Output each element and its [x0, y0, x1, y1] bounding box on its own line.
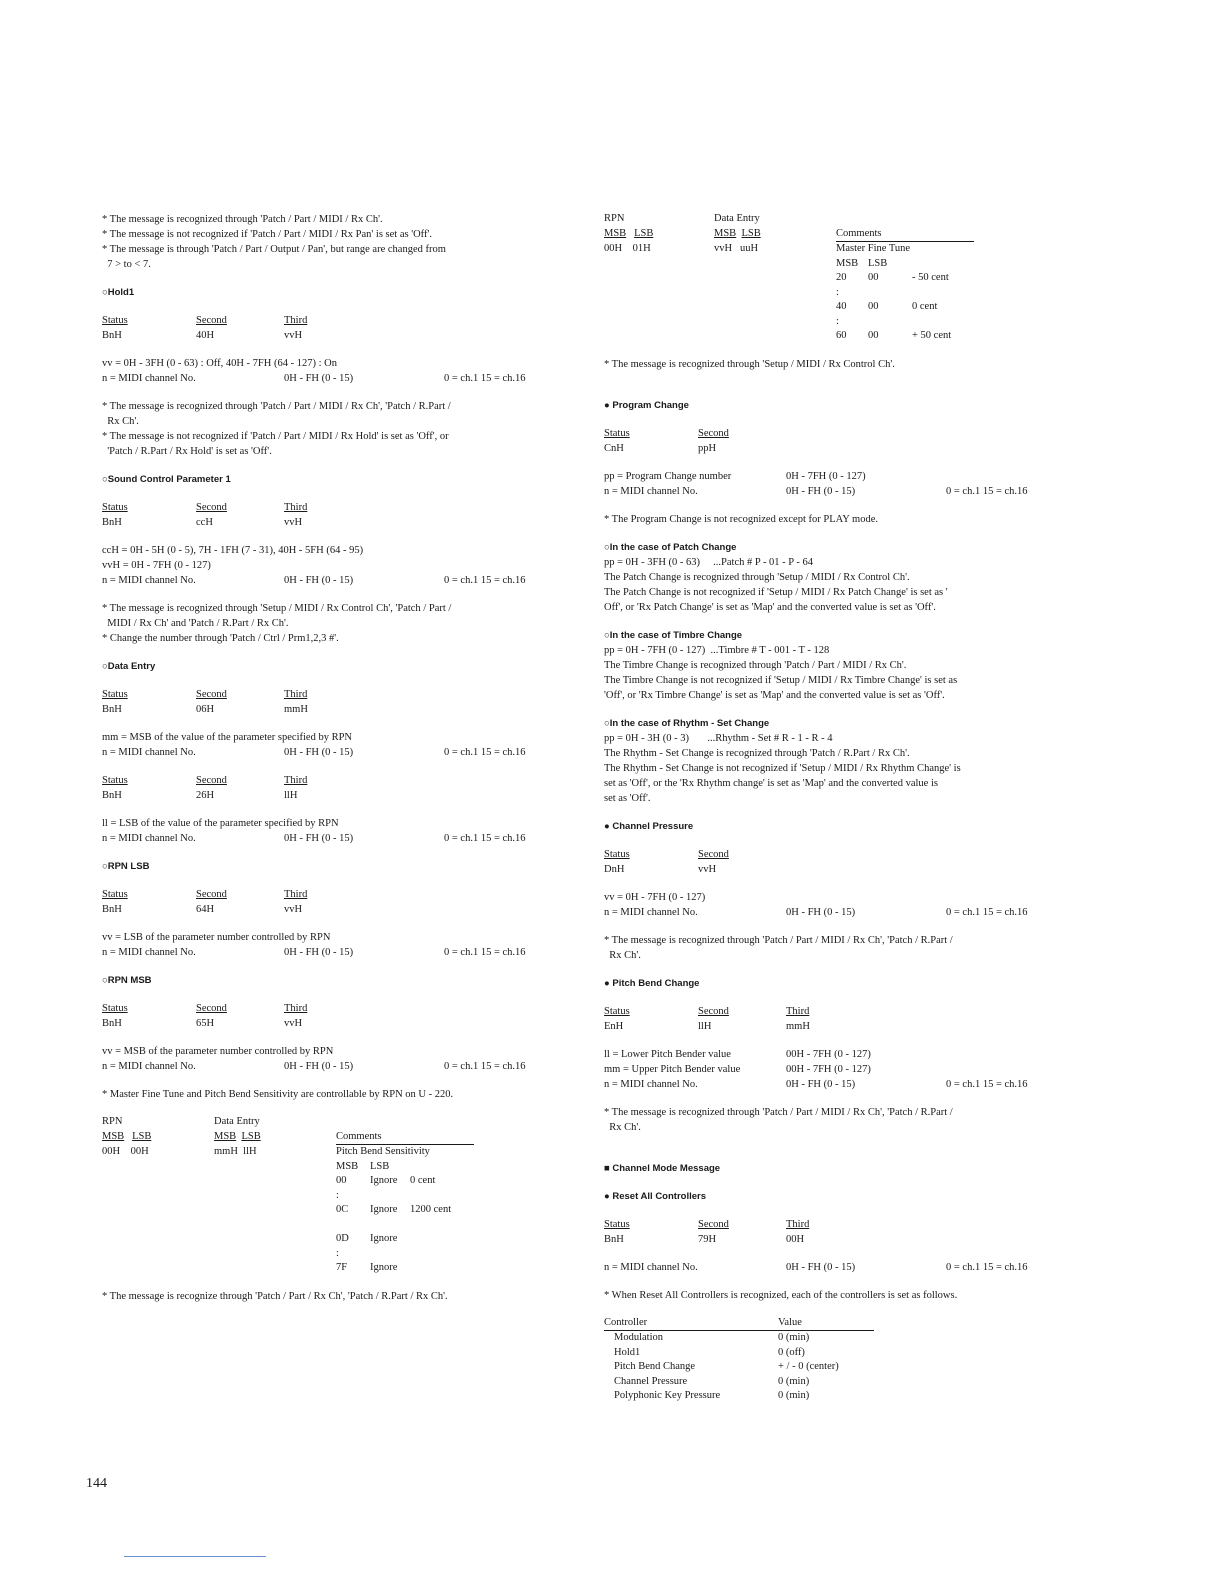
note-line: 7 > to < 7.: [102, 259, 151, 270]
status-label: Status: [102, 1003, 128, 1014]
status-header-row: [102, 773, 562, 788]
range-map: 0 = ch.1 15 = ch.16: [444, 747, 526, 758]
second-label: Second: [196, 315, 227, 326]
upper-bender-row: [604, 1062, 1054, 1077]
rpn-lsb-value: 01H: [632, 242, 651, 254]
status-value-row: [604, 441, 1054, 456]
note-line: * The message is recognized through 'Patch / Part / MIDI / Rx Ch'.: [102, 214, 383, 225]
second-value: 65H: [196, 1018, 215, 1029]
text-line: The Rhythm - Set Change is recognized through 'Patch / R.Part / Rx Ch'.: [604, 747, 910, 759]
page-number: 144: [86, 1476, 107, 1491]
second-value: 26H: [196, 790, 215, 801]
rpn-pitch-bend-table: [102, 1115, 474, 1276]
note-line: * The message is recognized through 'Patch / Part / MIDI / Rx Ch', 'Patch / R.Part /: [604, 1106, 953, 1118]
text-line: 'Off', or 'Rx Timbre Change' is set as 'Map' and the converted value is set as 'Off'.: [604, 689, 945, 701]
de-msb-value: mmH: [214, 1145, 238, 1157]
section-heading-hold1: ○Hold1: [102, 287, 135, 298]
status-value-row: [102, 515, 562, 530]
range-label: n = MIDI channel No.: [604, 1078, 698, 1090]
status-header-row: [102, 687, 562, 702]
range-value: 0H - FH (0 - 15): [786, 1261, 856, 1273]
channel-range-row: [102, 945, 562, 960]
range-map: 0 = ch.1 15 = ch.16: [444, 1061, 526, 1072]
range-value: 0H - FH (0 - 15): [284, 947, 354, 958]
third-value: vvH: [284, 517, 303, 528]
de-lsb-value: uuH: [739, 242, 759, 254]
status-label: Status: [604, 1218, 630, 1230]
note-line: * The message is recognized through 'Patch / Part / MIDI / Rx Ch', 'Patch / R.Part /: [604, 934, 953, 946]
controller-cell: Modulation: [614, 1332, 663, 1343]
status-header-row: [604, 1217, 1054, 1232]
section-heading-channel-mode: ■ Channel Mode Message: [604, 1162, 721, 1174]
table-row: [604, 1389, 874, 1404]
rpn-msb-value: 00H: [604, 242, 623, 254]
comment-cell: :: [336, 1247, 339, 1259]
status-value: BnH: [604, 1233, 624, 1245]
comment-cell: 0C: [336, 1204, 349, 1215]
value-cell: 0 (off): [778, 1346, 805, 1358]
comment-title: Pitch Bend Sensitivity: [336, 1146, 430, 1157]
status-label: Status: [102, 502, 128, 513]
status-value: BnH: [102, 517, 122, 528]
range-label: n = MIDI channel No.: [604, 485, 698, 497]
status-value-row: [102, 788, 562, 803]
status-value: BnH: [102, 704, 122, 715]
value-cell: 0 (min): [778, 1390, 810, 1401]
comment-cell: 40: [836, 301, 847, 312]
range-value: 0H - FH (0 - 15): [284, 1061, 354, 1072]
third-value: vvH: [284, 1018, 303, 1029]
status-value-row: [604, 1232, 1054, 1247]
right-column: [604, 212, 1054, 1404]
rpn-master-tune-table: [604, 212, 974, 344]
comment-cell: + 50 cent: [912, 330, 952, 341]
comment-cell: MSB: [836, 257, 859, 269]
range-map: 0 = ch.1 15 = ch.16: [444, 373, 526, 384]
comment-cell: Ignore: [370, 1233, 398, 1244]
comment-cell: LSB: [370, 1160, 390, 1172]
value-line: vv = 0H - 7FH (0 - 127): [604, 891, 706, 903]
comment-cell: - 50 cent: [912, 272, 949, 283]
status-value-row: [604, 1019, 1054, 1034]
third-value: llH: [284, 790, 298, 801]
status-header-row: [102, 500, 562, 515]
comment-cell: 00: [868, 301, 879, 312]
text-line: set as 'Off'.: [604, 792, 651, 804]
table-row: [604, 1360, 874, 1375]
second-label: Second: [196, 1003, 227, 1014]
section-heading-program-change: ● Program Change: [604, 399, 689, 411]
rpn-lsb-value: 00H: [130, 1145, 149, 1157]
range-label: pp = Program Change number: [604, 470, 732, 482]
controller-cell: Hold1: [614, 1346, 641, 1358]
text-line: Off', or 'Rx Patch Change' is set as 'Map' and the converted value is set as 'Off'.: [604, 601, 936, 613]
note-line: * The message is through 'Patch / Part / Output / Pan', but range are changed from: [102, 244, 446, 255]
status-header-row: [604, 847, 1054, 862]
third-label: Third: [284, 775, 308, 786]
comment-cell: 1200 cent: [410, 1204, 452, 1215]
status-value-row: [102, 902, 562, 917]
second-label: Second: [196, 689, 227, 700]
third-label: Third: [786, 1218, 810, 1230]
status-value: BnH: [102, 330, 122, 341]
de-msb-value: vvH: [714, 242, 733, 254]
comments-label: Comments: [336, 1130, 474, 1145]
text-line: pp = 0H - 3FH (0 - 63) ...Patch # P - 01 - P - 64: [604, 556, 814, 568]
note-line: Rx Ch'.: [604, 1121, 641, 1133]
value-line: ll = LSB of the value of the parameter specified by RPN: [102, 818, 339, 829]
status-value: DnH: [604, 863, 625, 875]
status-label: Status: [604, 427, 630, 439]
channel-range-row: [604, 1260, 1054, 1275]
range-map: 0 = ch.1 15 = ch.16: [946, 906, 1028, 918]
lsb-label: LSB: [741, 227, 761, 239]
controller-cell: Channel Pressure: [614, 1375, 688, 1387]
subheading-patch-change: ○In the case of Patch Change: [604, 541, 737, 553]
comment-cell: Ignore: [370, 1204, 398, 1215]
hold-intro-notes: [102, 212, 562, 272]
comment-cell: :: [836, 286, 839, 298]
section-heading-data-entry: ○Data Entry: [102, 661, 156, 672]
section-heading-rpn-lsb: ○RPN LSB: [102, 861, 150, 872]
text-line: pp = 0H - 3H (0 - 3) ...Rhythm - Set # R - 1 - R - 4: [604, 732, 833, 744]
channel-range-row: [102, 573, 562, 588]
range-label: n = MIDI channel No.: [102, 947, 196, 958]
lsb-label: LSB: [132, 1130, 152, 1142]
value-line: mm = MSB of the value of the parameter specified by RPN: [102, 732, 352, 743]
status-label: Status: [604, 848, 630, 860]
channel-range-row: [604, 484, 1054, 499]
note-line: * Change the number through 'Patch / Ctrl / Prm1,2,3 #'.: [102, 633, 339, 644]
comment-cell: 00: [868, 330, 879, 341]
controller-header: Controller: [604, 1316, 778, 1331]
footer-rule: [124, 1556, 266, 1557]
channel-range-row: [604, 1077, 1054, 1092]
second-value: 06H: [196, 704, 215, 715]
left-column: [102, 212, 562, 1304]
comment-cell: :: [836, 315, 839, 327]
range-value: 0H - FH (0 - 15): [786, 485, 856, 497]
section-heading-reset-all: ● Reset All Controllers: [604, 1190, 706, 1202]
data-entry-label: Data Entry: [714, 213, 760, 224]
msb-label: MSB: [714, 227, 737, 239]
range-value: 00H - 7FH (0 - 127): [786, 1063, 871, 1075]
note-line: * The message is not recognized if 'Patch / Part / MIDI / Rx Hold' is set as 'Off', or: [102, 431, 449, 442]
range-map: 0 = ch.1 15 = ch.16: [946, 1078, 1028, 1090]
range-value: 0H - FH (0 - 15): [284, 747, 354, 758]
value-line: vv = MSB of the parameter number controlled by RPN: [102, 1046, 334, 1057]
comment-title: Master Fine Tune: [836, 243, 911, 254]
text-line: The Patch Change is not recognized if 'Setup / MIDI / Rx Patch Change' is set as ': [604, 586, 948, 598]
range-map: 0 = ch.1 15 = ch.16: [946, 1261, 1028, 1273]
range-label: n = MIDI channel No.: [604, 906, 698, 918]
channel-range-row: [102, 371, 562, 386]
third-label: Third: [284, 689, 308, 700]
second-label: Second: [698, 427, 729, 439]
range-label: n = MIDI channel No.: [102, 575, 196, 586]
text-line: The Rhythm - Set Change is not recognized if 'Setup / MIDI / Rx Rhythm Change' is: [604, 762, 961, 774]
status-value: BnH: [102, 904, 122, 915]
note-line: * When Reset All Controllers is recognized, each of the controllers is set as follows.: [604, 1289, 958, 1301]
status-label: Status: [102, 889, 128, 900]
range-label: n = MIDI channel No.: [102, 1061, 196, 1072]
table-row: [604, 1331, 874, 1346]
comment-cell: 7F: [336, 1262, 348, 1273]
text-line: The Patch Change is recognized through 'Setup / MIDI / Rx Control Ch'.: [604, 571, 910, 583]
note-line: * The message is recognized through 'Setup / MIDI / Rx Control Ch', 'Patch / Part /: [102, 603, 452, 614]
section-heading-rpn-msb: ○RPN MSB: [102, 975, 152, 986]
msb-label: MSB: [604, 227, 627, 239]
status-value: BnH: [102, 1018, 122, 1029]
status-header-row: [102, 313, 562, 328]
range-label: mm = Upper Pitch Bender value: [604, 1063, 741, 1075]
controller-cell: Polyphonic Key Pressure: [614, 1390, 721, 1401]
status-header-row: [102, 887, 562, 902]
comment-cell: 00: [336, 1175, 347, 1186]
value-line: vv = 0H - 3FH (0 - 63) : Off, 40H - 7FH (64 - 127) : On: [102, 358, 337, 369]
controller-cell: Pitch Bend Change: [614, 1361, 696, 1372]
lsb-label: LSB: [241, 1130, 261, 1142]
range-map: 0 = ch.1 15 = ch.16: [444, 833, 526, 844]
table-row: [604, 1346, 874, 1361]
third-label: Third: [786, 1005, 810, 1017]
channel-range-row: [102, 831, 562, 846]
range-label: n = MIDI channel No.: [102, 833, 196, 844]
third-label: Third: [284, 1003, 308, 1014]
second-value: ccH: [196, 517, 213, 528]
comment-cell: 60: [836, 330, 847, 341]
range-value: 0H - FH (0 - 15): [284, 373, 354, 384]
value-header: Value: [778, 1316, 874, 1331]
third-value: vvH: [284, 330, 303, 341]
range-value: 0H - FH (0 - 15): [786, 906, 856, 918]
lower-bender-row: [604, 1047, 1054, 1062]
second-value: 40H: [196, 330, 215, 341]
comment-cell: 0D: [336, 1233, 349, 1244]
status-header-row: [102, 1001, 562, 1016]
value-cell: 0 (min): [778, 1375, 810, 1387]
second-label: Second: [698, 1218, 729, 1230]
channel-range-row: [102, 1059, 562, 1074]
comment-cell: :: [336, 1189, 339, 1201]
status-label: Status: [102, 775, 128, 786]
status-value: BnH: [102, 790, 122, 801]
comment-cell: MSB: [336, 1160, 359, 1172]
second-label: Second: [196, 889, 227, 900]
subheading-rhythm-change: ○In the case of Rhythm - Set Change: [604, 717, 770, 729]
value-line: vvH = 0H - 7FH (0 - 127): [102, 560, 211, 571]
second-value: 79H: [698, 1233, 717, 1245]
range-value: 0H - FH (0 - 15): [786, 1078, 856, 1090]
third-label: Third: [284, 502, 308, 513]
range-value: 00H - 7FH (0 - 127): [786, 1048, 871, 1060]
comment-cell: 20: [836, 272, 847, 283]
comment-cell: 00: [868, 272, 879, 283]
status-header-row: [604, 1004, 1054, 1019]
third-value: vvH: [284, 904, 303, 915]
status-value-row: [102, 1016, 562, 1031]
second-value: llH: [698, 1020, 712, 1032]
value-line: vv = LSB of the parameter number controlled by RPN: [102, 932, 331, 943]
data-entry-label: Data Entry: [214, 1116, 260, 1127]
rpn-label: RPN: [604, 213, 625, 224]
comment-cell: Ignore: [370, 1262, 398, 1273]
range-value: 0H - 7FH (0 - 127): [786, 470, 866, 482]
reset-controllers-table: [604, 1316, 874, 1404]
comments-label: Comments: [836, 227, 974, 242]
program-range-row: [604, 469, 1054, 484]
range-value: 0H - FH (0 - 15): [284, 833, 354, 844]
lsb-label: LSB: [634, 227, 654, 239]
comment-cell: 0 cent: [912, 301, 938, 312]
note-line: Rx Ch'.: [604, 949, 641, 961]
text-line: The Timbre Change is recognized through 'Patch / Part / MIDI / Rx Ch'.: [604, 659, 907, 671]
third-value: mmH: [786, 1020, 810, 1032]
status-label: Status: [604, 1005, 630, 1017]
rpn-msb-value: 00H: [102, 1145, 121, 1157]
status-value-row: [102, 328, 562, 343]
range-value: 0H - FH (0 - 15): [284, 575, 354, 586]
second-label: Second: [698, 848, 729, 860]
note-line: 'Patch / R.Part / Rx Hold' is set as 'Off'.: [102, 446, 272, 457]
second-value: 64H: [196, 904, 215, 915]
second-label: Second: [196, 775, 227, 786]
range-label: n = MIDI channel No.: [604, 1261, 698, 1273]
text-line: set as 'Off', or the 'Rx Rhythm change' is set as 'Map' and the converted value is: [604, 777, 938, 789]
third-label: Third: [284, 315, 308, 326]
range-label: n = MIDI channel No.: [102, 747, 196, 758]
note-line: Rx Ch'.: [102, 416, 139, 427]
second-value: vvH: [698, 863, 717, 875]
text-line: The Timbre Change is not recognized if 'Setup / MIDI / Rx Timbre Change' is set as: [604, 674, 958, 686]
msb-label: MSB: [102, 1130, 125, 1142]
table-row: [604, 1375, 874, 1390]
note-line: * Master Fine Tune and Pitch Bend Sensitivity are controllable by RPN on U - 220.: [102, 1089, 454, 1100]
range-map: 0 = ch.1 15 = ch.16: [444, 575, 526, 586]
comment-cell: Ignore: [370, 1175, 398, 1186]
status-value-row: [102, 702, 562, 717]
note-line: * The message is recognize through 'Patch / Part / Rx Ch', 'Patch / R.Part / Rx Ch'.: [102, 1290, 448, 1302]
note-line: * The Program Change is not recognized except for PLAY mode.: [604, 513, 879, 525]
text-line: pp = 0H - 7FH (0 - 127) ...Timbre # T - 001 - T - 128: [604, 644, 830, 656]
status-value: EnH: [604, 1020, 624, 1032]
status-value: CnH: [604, 442, 624, 454]
value-cell: + / - 0 (center): [778, 1361, 839, 1372]
second-label: Second: [698, 1005, 729, 1017]
rpn-label: RPN: [102, 1116, 123, 1127]
channel-range-row: [604, 905, 1054, 920]
status-label: Status: [102, 315, 128, 326]
range-map: 0 = ch.1 15 = ch.16: [946, 485, 1028, 497]
third-label: Third: [284, 889, 308, 900]
second-value: ppH: [698, 442, 717, 454]
range-label: n = MIDI channel No.: [102, 373, 196, 384]
status-header-row: [604, 426, 1054, 441]
de-lsb-value: llH: [243, 1145, 257, 1157]
section-heading-channel-pressure: ● Channel Pressure: [604, 820, 694, 832]
value-cell: 0 (min): [778, 1332, 810, 1343]
comment-cell: 0 cent: [410, 1175, 436, 1186]
second-label: Second: [196, 502, 227, 513]
note-line: * The message is recognized through 'Setup / MIDI / Rx Control Ch'.: [604, 358, 895, 370]
msb-label: MSB: [214, 1130, 237, 1142]
status-value-row: [604, 862, 1054, 877]
note-line: * The message is not recognized if 'Patch / Part / MIDI / Rx Pan' is set as 'Off'.: [102, 229, 432, 240]
value-line: ccH = 0H - 5H (0 - 5), 7H - 1FH (7 - 31), 40H - 5FH (64 - 95): [102, 545, 364, 556]
subheading-timbre-change: ○In the case of Timbre Change: [604, 629, 743, 641]
third-value: mmH: [284, 704, 308, 715]
note-line: * The message is recognized through 'Patch / Part / MIDI / Rx Ch', 'Patch / R.Part /: [102, 401, 451, 412]
section-heading-pitch-bend: ● Pitch Bend Change: [604, 977, 700, 989]
range-label: ll = Lower Pitch Bender value: [604, 1048, 731, 1060]
range-map: 0 = ch.1 15 = ch.16: [444, 947, 526, 958]
section-heading-sound-control: ○Sound Control Parameter 1: [102, 474, 231, 485]
status-label: Status: [102, 689, 128, 700]
third-value: 00H: [786, 1233, 805, 1245]
comment-cell: LSB: [868, 257, 888, 269]
note-line: MIDI / Rx Ch' and 'Patch / R.Part / Rx Ch'.: [102, 618, 289, 629]
channel-range-row: [102, 745, 562, 760]
